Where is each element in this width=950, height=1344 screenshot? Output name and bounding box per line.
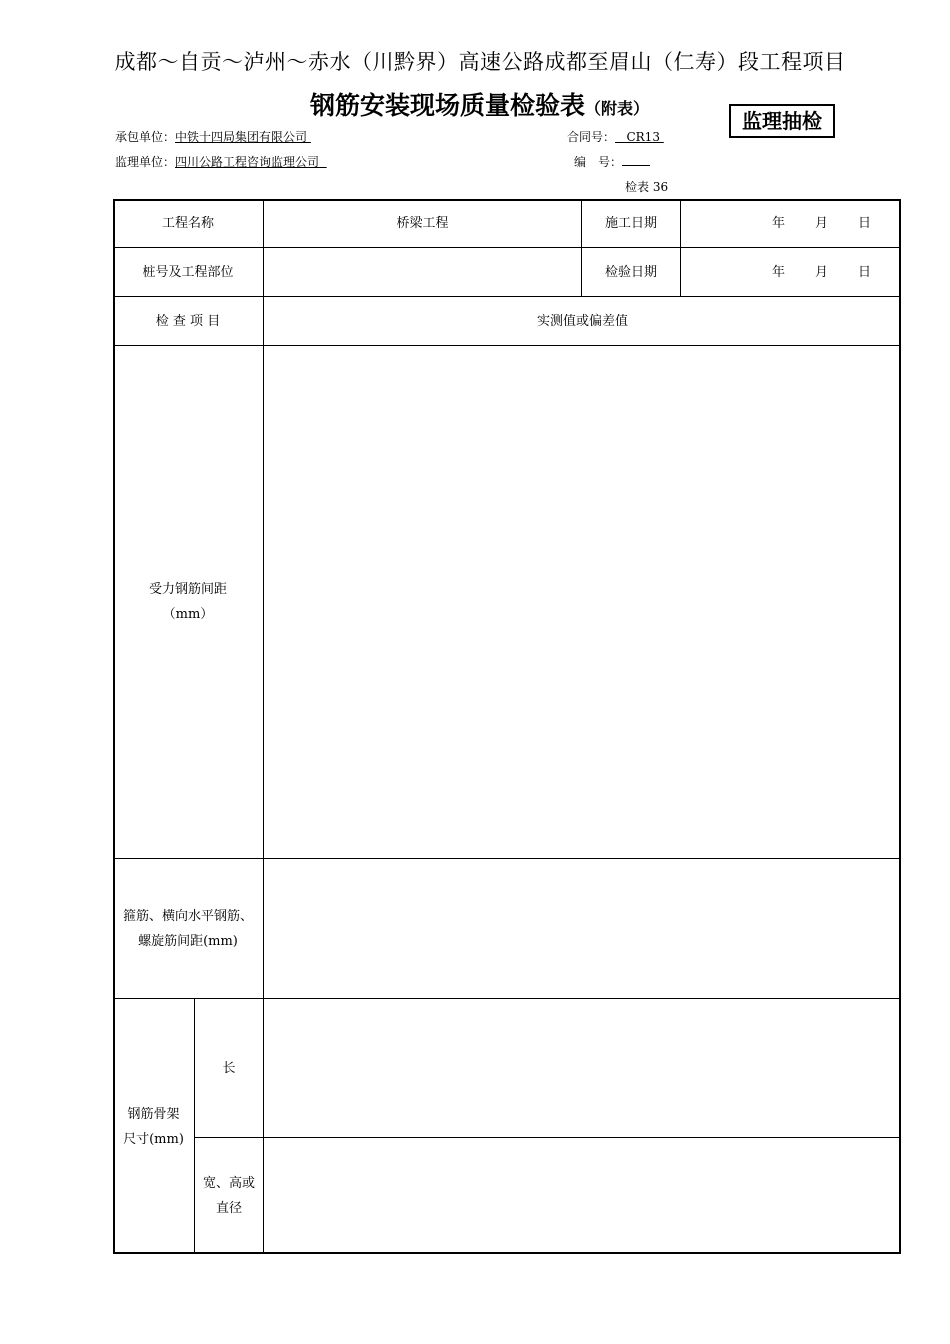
inspection-date-value [681,248,901,296]
contractor-value: 中铁十四局集团有限公司 [175,130,308,144]
supervisor-label: 监理单位： [115,155,176,169]
stirrup-spacing-label: 箍筋、横向水平钢筋、 螺旋筋间距(mm) [122,908,253,949]
station-label: 桩号及工程部位 [142,264,234,280]
cage-length-label: 长 [222,1060,236,1076]
construction-date-value [681,199,901,247]
day-label: 日 [857,215,871,231]
cage-width-values[interactable] [264,1138,901,1254]
cage-width-label: 宽、高或 直径 [202,1176,255,1216]
project-name-value: 桥梁工程 [396,215,449,231]
cage-size-label: 钢筋骨架 尺寸(mm) [123,1106,184,1147]
form-code: 检表 36 [625,180,669,194]
check-item-label: 检 查 项 目 [155,313,221,329]
station-value[interactable] [264,248,581,296]
year-label: 年 [771,264,785,280]
month-label: 月 [814,264,828,280]
construction-date-label: 施工日期 [604,215,657,231]
measured-value-label: 实测值或偏差值 [536,313,628,329]
contract-no-label: 合同号： [567,130,616,144]
inspection-date-label: 检验日期 [604,264,657,280]
inspection-table [113,199,901,1254]
main-rebar-spacing-values[interactable] [264,346,901,858]
contractor-label: 承包单位： [115,130,176,144]
form-title-main: 钢筋安装现场质量检验表 [310,91,586,120]
year-label: 年 [771,215,785,231]
serial-no-label: 编 号： [574,155,623,169]
supervision-stamp: 监理抽检 [729,104,835,138]
form-title [310,86,649,122]
contract-no-value: CR13 [626,130,660,144]
contractor-line [115,128,311,145]
project-name-label: 工程名称 [161,215,214,231]
contract-no-line [567,128,664,145]
supervisor-line [115,153,327,170]
cage-length-values[interactable] [264,999,901,1137]
project-title: 成都～自贡～泸州～赤水（川黔界）高速公路成都至眉山（仁寿）段工程项目 [114,50,846,74]
main-rebar-spacing-label: 受力钢筋间距 （mm） [148,582,227,622]
supervisor-value: 四川公路工程咨询监理公司 [175,155,320,169]
day-label: 日 [857,264,871,280]
month-label: 月 [814,215,828,231]
stirrup-spacing-values[interactable] [264,859,901,998]
serial-no-blank [622,153,650,166]
serial-no-line [574,153,650,170]
form-title-suffix: （附表） [585,99,650,118]
